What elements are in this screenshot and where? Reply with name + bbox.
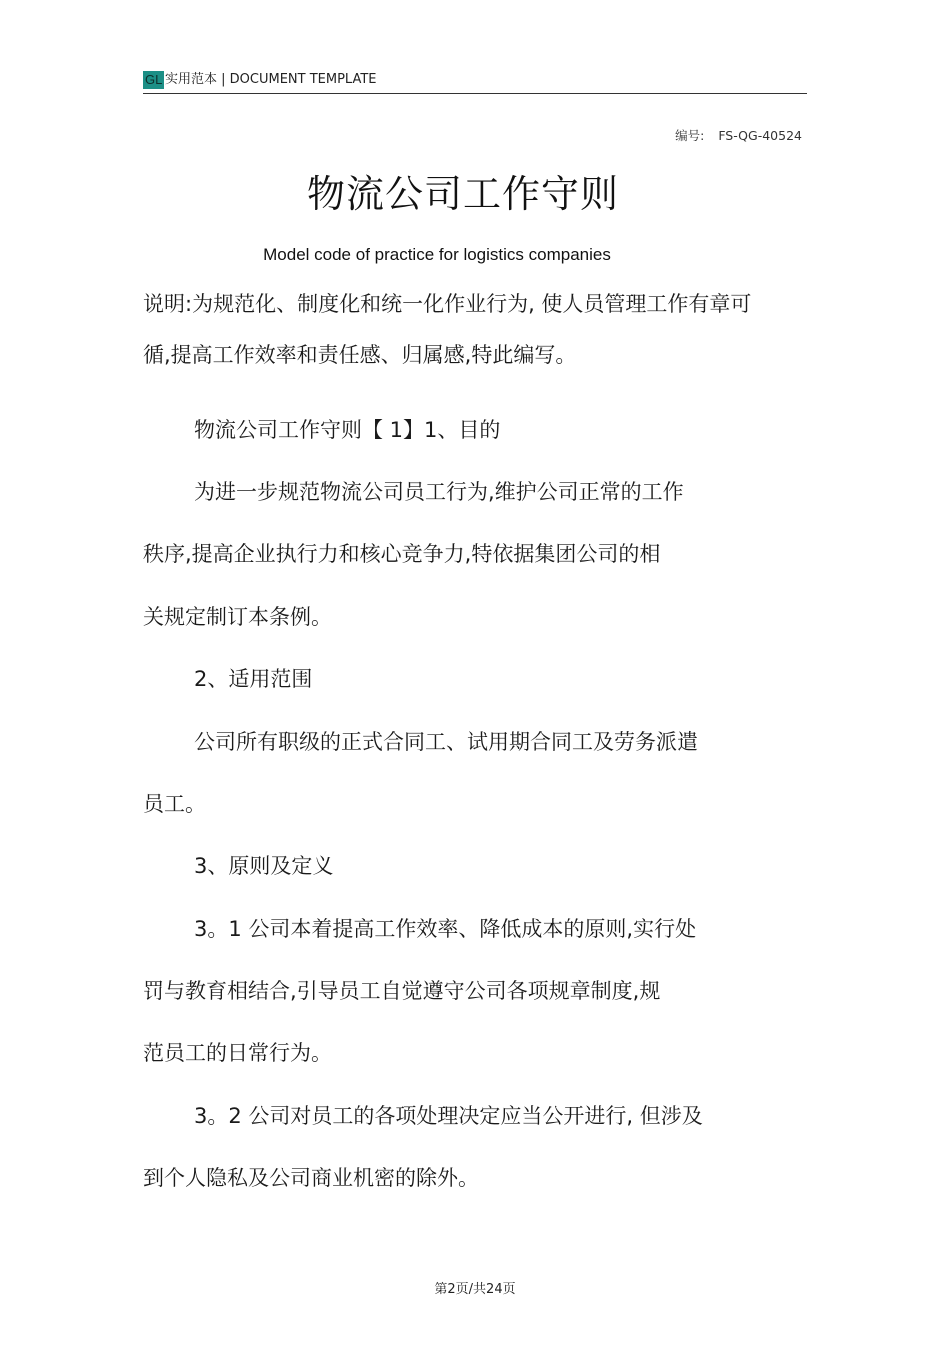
body-line: 3。2 公司对员工的各项处理决定应当公开进行, 但涉及	[194, 1104, 703, 1128]
body-line: 公司所有职级的正式合同工、试用期合同工及劳务派遣	[194, 730, 698, 754]
document-header	[143, 68, 807, 94]
body-line: 罚与教育相结合,引导员工自觉遵守公司各项规章制度,规	[143, 979, 661, 1003]
body-line: 秩序,提高企业执行力和核心竞争力,特依据集团公司的相	[143, 542, 661, 566]
document-number-value: FS-QG-40524	[718, 128, 802, 143]
section-heading: 2、适用范围	[194, 667, 313, 691]
body-line: 循,提高工作效率和责任感、归属感,特此编写。	[143, 343, 577, 367]
section-heading: 物流公司工作守则【 1】1、目的	[194, 418, 501, 442]
body-line: 3。1 公司本着提高工作效率、降低成本的原则,实行处	[194, 917, 697, 941]
section-heading: 3、原则及定义	[194, 854, 334, 878]
document-title: 物流公司工作守则	[306, 172, 619, 216]
body-line: 为进一步规范物流公司员工行为,维护公司正常的工作	[194, 480, 684, 504]
body-line: 到个人隐私及公司商业机密的除外。	[143, 1166, 479, 1190]
body-line: 范员工的日常行为。	[143, 1041, 332, 1065]
header-title: 实用范本 | DOCUMENT TEMPLATE	[165, 72, 377, 87]
body-line: 说明:为规范化、制度化和统一化作业行为, 使人员管理工作有章可	[143, 292, 752, 316]
document-number	[675, 126, 802, 144]
body-line: 关规定制订本条例。	[143, 605, 332, 629]
body-line: 员工。	[143, 792, 206, 816]
gl-logo: GL	[145, 72, 163, 87]
document-number-label: 编号:	[675, 128, 705, 143]
document-subtitle: Model code of practice for logistics companies	[263, 245, 611, 264]
page-footer: 第2页/共24页	[434, 1282, 516, 1297]
